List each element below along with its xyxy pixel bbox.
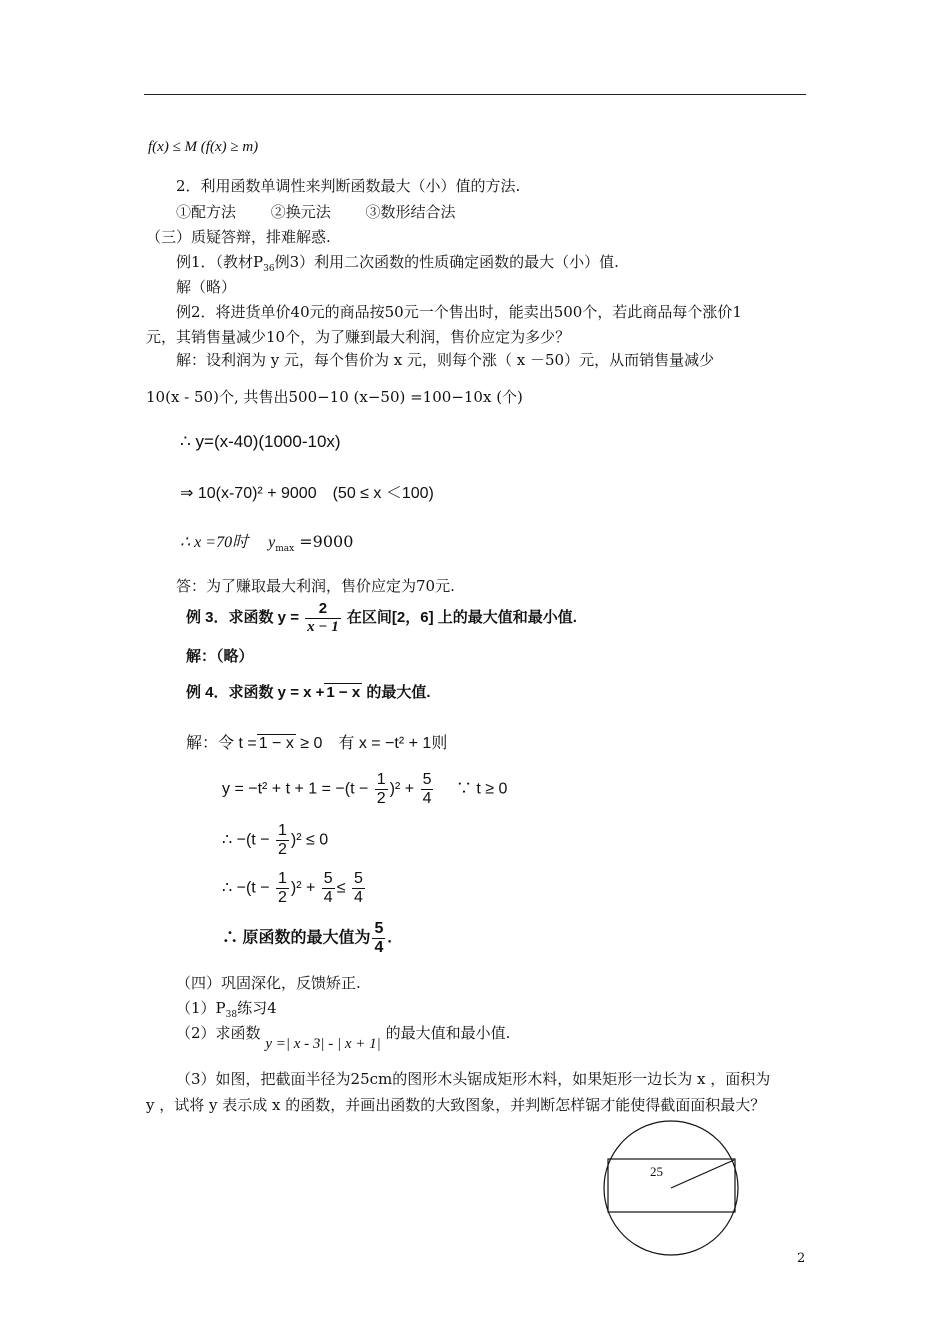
five-fourths-denominator: 4 — [323, 888, 333, 906]
five-fourths-denominator: 4 — [353, 888, 363, 906]
exercise-2-text: （2）求函数 — [176, 1024, 261, 1042]
half-denominator: 2 — [376, 789, 386, 807]
substitution-text: 解：令 t = — [186, 735, 257, 752]
fraction-denominator: x − 1 — [307, 618, 339, 635]
example-4-step-1 — [222, 771, 507, 807]
exercise-1 — [176, 999, 277, 1021]
exercise-1-text-end: 练习4 — [237, 999, 277, 1017]
method-heading: 2．利用函数单调性来判断函数最大（小）值的方法. — [176, 177, 521, 195]
page-ref-sub: 38 — [225, 1010, 238, 1020]
five-fourths-denominator: 4 — [422, 789, 432, 807]
substitution-radical: 1 − x — [258, 735, 294, 752]
five-fourths-denominator: 4 — [374, 938, 384, 956]
step-3-text: ∴ −(t − — [222, 879, 270, 897]
example-2-answer: 答：为了赚取最大利润，售价应定为70元. — [176, 577, 455, 595]
exercise-2 — [176, 1024, 511, 1052]
leq-sign: ≤ — [336, 879, 346, 897]
example-2-solution-2: 10(x - 50)个, 共售出500−10 (x−50) =100−10x (个) — [146, 388, 523, 406]
five-fourths-numerator: 5 — [353, 870, 363, 887]
five-fourths-fraction — [352, 870, 365, 906]
radius-label: 25 — [650, 1164, 663, 1179]
max-sub: max — [275, 544, 295, 555]
profit-maximum — [180, 532, 353, 555]
half-numerator: 1 — [376, 771, 386, 788]
example-4-step-2 — [222, 822, 328, 858]
step-2-text: ∴ −(t − — [222, 831, 270, 849]
profit-function: ∴ y=(x-40)(1000-10x) — [180, 432, 341, 451]
profit-maximum-text: ∴ x =70时 y — [180, 534, 276, 551]
exercise-2-text-end: 的最大值和最小值. — [385, 1024, 511, 1042]
profit-vertex-form: ⇒ 10(x-70)² + 9000 (50 ≤ x ＜100) — [180, 485, 434, 502]
profit-maximum-value: =9000 — [294, 532, 354, 551]
fraction-numerator: 2 — [318, 600, 328, 617]
example-4-radical: 1 − x — [326, 684, 361, 701]
section-three-heading: （三）质疑答辩，排难解惑. — [146, 228, 331, 246]
half-denominator: 2 — [277, 840, 287, 858]
section-four-heading: （四）巩固深化，反馈矫正. — [176, 974, 361, 992]
circle-rectangle-figure — [600, 1118, 744, 1258]
example-3 — [186, 601, 577, 635]
example-2-solution-1: 解：设利润为 y 元，每个售价为 x 元，则每个涨（ x －50）元，从而销售量减少 — [176, 351, 715, 369]
example-1 — [176, 253, 619, 275]
half-denominator: 2 — [277, 888, 287, 906]
step-1-condition: ∵ t ≥ 0 — [439, 780, 508, 798]
example-3-fraction — [305, 601, 341, 635]
example-2-line-2: 元，其销售量减少10个，为了赚到最大利润，售价应定为多少？ — [146, 328, 571, 346]
step-2-text-end: )² ≤ 0 — [290, 831, 329, 849]
five-fourths-numerator: 5 — [422, 771, 432, 788]
method-list: ①配方法 ②换元法 ③数形结合法 — [176, 203, 456, 221]
example-4-step-3 — [222, 870, 367, 906]
absolute-value-function: y =| x - 3| - | x + 1| — [265, 1036, 381, 1052]
step-3-middle: )² + — [290, 879, 316, 897]
five-fourths-numerator: 5 — [323, 870, 333, 887]
example-1-text-end: 例3）利用二次函数的性质确定函数的最大（小）值. — [274, 253, 619, 271]
five-fourths-fraction — [421, 771, 434, 807]
half-fraction — [276, 870, 289, 906]
example-3-solution: 解：（略） — [186, 648, 254, 665]
example-4-substitution — [186, 734, 447, 753]
header-rule — [144, 94, 806, 95]
page-number: 2 — [797, 1251, 806, 1266]
example-2-line-1: 例2．将进货单价40元的商品按50元一个售出时，能卖出500个，若此商品每个涨价1 — [176, 303, 742, 321]
max-min-definition: f(x) ≤ M (f(x) ≥ m) — [148, 139, 259, 155]
page-ref-sub: 36 — [263, 264, 275, 274]
five-fourths-fraction — [322, 870, 335, 906]
exercise-1-text: （1）P — [176, 999, 226, 1017]
example-1-text: 例1．（教材P — [176, 253, 264, 271]
half-fraction — [375, 771, 388, 807]
half-fraction — [276, 822, 289, 858]
half-numerator: 1 — [277, 870, 287, 887]
conclusion-text: ∴ 原函数的最大值为 — [222, 929, 371, 947]
substitution-text-end: ≥ 0 有 x = −t² + 1则 — [295, 735, 448, 752]
step-1-text: y = −t² + t + 1 = −(t − — [222, 780, 369, 798]
five-fourths-fraction — [372, 920, 385, 956]
radius-line — [671, 1160, 734, 1188]
example-4 — [186, 684, 431, 702]
five-fourths-numerator: 5 — [374, 920, 384, 937]
exercise-3-line-1: （3）如图，把截面半径为25cm的图形木头锯成矩形木料，如果矩形一边长为 x ，面积为 — [176, 1070, 771, 1088]
conclusion-period: . — [387, 929, 392, 947]
example-4-conclusion — [222, 920, 392, 956]
example-4-text: 例 4．求函数 y = x + — [186, 684, 325, 701]
example-3-text-end: 在区间[2，6] 上的最大值和最小值. — [346, 608, 577, 626]
example-4-text-end: 的最大值. — [362, 684, 431, 701]
exercise-3-line-2: y ，试将 y 表示成 x 的函数，并画出函数的大致图象，并判断怎样锯才能使得截面面积最大？ — [146, 1096, 766, 1114]
step-1-middle: )² + — [389, 780, 415, 798]
example-3-text: 例 3．求函数 y = — [186, 608, 299, 626]
example-1-solution: 解（略） — [176, 278, 237, 296]
half-numerator: 1 — [277, 822, 287, 839]
inscribed-rectangle — [608, 1159, 735, 1212]
